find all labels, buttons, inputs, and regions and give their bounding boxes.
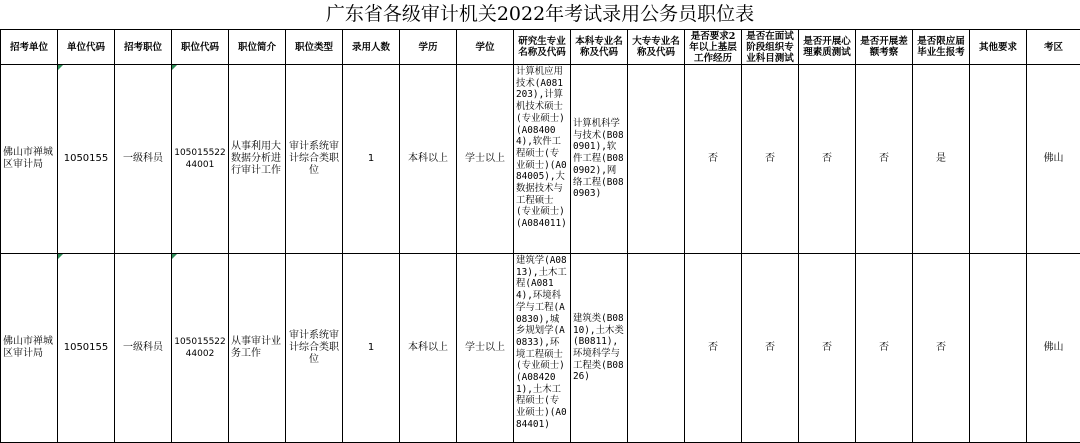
positions-table — [0, 29, 1080, 443]
header-cell: 其他要求 — [970, 30, 1027, 65]
position-cell[interactable]: 一级科员 — [115, 65, 172, 254]
table-title: 广东省各级审计机关2022年考试录用公务员职位表 — [0, 0, 1080, 30]
psych-test-cell[interactable]: 否 — [799, 65, 856, 254]
grassroots-cell[interactable]: 否 — [685, 254, 742, 443]
header-cell: 是否在面试阶段组织专业科目测试 — [742, 30, 799, 65]
unit-cell[interactable]: 佛山市禅城区审计局 — [1, 65, 58, 254]
region-cell[interactable]: 佛山 — [1027, 65, 1080, 254]
psych-test-cell[interactable]: 否 — [799, 254, 856, 443]
header-cell: 学位 — [457, 30, 514, 65]
header-cell: 招考单位 — [1, 30, 58, 65]
college-major-cell[interactable] — [628, 65, 685, 254]
grassroots-cell[interactable]: 否 — [685, 65, 742, 254]
position-cell[interactable]: 一级科员 — [115, 254, 172, 443]
grad-major-cell[interactable]: 建筑学(A0813),土木工程(A0814),环境科学与工程(A0830),城乡规划学(A0833),环境工程硕士(专业硕士)(A084201),土木工程硕士(专业硕士)(A084401) — [514, 254, 571, 443]
header-cell: 是否限应届毕业生报考 — [913, 30, 970, 65]
position-code-cell[interactable]: 10501552244001 — [172, 65, 229, 254]
header-cell: 职位类型 — [286, 30, 343, 65]
undergrad-major-cell[interactable]: 建筑类(B0810),土木类(B0811),环境科学与工程类(B0826) — [571, 254, 628, 443]
unit-code-cell[interactable]: 1050155 — [58, 65, 115, 254]
differential-cell[interactable]: 否 — [856, 254, 913, 443]
undergrad-major-cell[interactable]: 计算机科学与技术(B080901),软件工程(B080902),网络工程(B080903) — [571, 65, 628, 254]
education-cell[interactable]: 本科以上 — [400, 254, 457, 443]
header-cell: 本科专业名称及代码 — [571, 30, 628, 65]
fresh-grad-cell[interactable]: 是 — [913, 65, 970, 254]
college-major-cell[interactable] — [628, 254, 685, 443]
header-cell: 学历 — [400, 30, 457, 65]
fresh-grad-cell[interactable]: 否 — [913, 254, 970, 443]
unit-code-cell[interactable]: 1050155 — [58, 254, 115, 443]
education-cell[interactable]: 本科以上 — [400, 65, 457, 254]
grad-major-cell[interactable]: 计算机应用技术(A081203),计算机技术硕士(专业硕士)(A084004),软件工程硕士(专业硕士)(A084005),大数据技术与工程硕士(专业硕士)(A084011) — [514, 65, 571, 254]
professional-test-cell[interactable]: 否 — [742, 65, 799, 254]
table-row — [1, 254, 1080, 443]
description-cell[interactable]: 从事审计业务工作 — [229, 254, 286, 443]
header-cell: 研究生专业名称及代码 — [514, 30, 571, 65]
other-cell[interactable] — [970, 254, 1027, 443]
header-cell: 是否要求2年以上基层工作经历 — [685, 30, 742, 65]
header-cell: 招考职位 — [115, 30, 172, 65]
degree-cell[interactable]: 学士以上 — [457, 65, 514, 254]
region-cell[interactable]: 佛山 — [1027, 254, 1080, 443]
header-cell: 单位代码 — [58, 30, 115, 65]
header-cell: 职位简介 — [229, 30, 286, 65]
header-cell: 考区 — [1027, 30, 1080, 65]
count-cell[interactable]: 1 — [343, 254, 400, 443]
type-cell[interactable]: 审计系统审计综合类职位 — [286, 65, 343, 254]
table-row — [1, 65, 1080, 254]
differential-cell[interactable]: 否 — [856, 65, 913, 254]
header-cell: 职位代码 — [172, 30, 229, 65]
header-cell: 是否开展差额考察 — [856, 30, 913, 65]
position-code-cell[interactable]: 10501552244002 — [172, 254, 229, 443]
header-cell: 录用人数 — [343, 30, 400, 65]
header-cell: 是否开展心理素质测试 — [799, 30, 856, 65]
type-cell[interactable]: 审计系统审计综合类职位 — [286, 254, 343, 443]
header-row — [1, 30, 1080, 65]
description-cell[interactable]: 从事利用大数据分析进行审计工作 — [229, 65, 286, 254]
header-cell: 大专专业名称及代码 — [628, 30, 685, 65]
unit-cell[interactable]: 佛山市禅城区审计局 — [1, 254, 58, 443]
professional-test-cell[interactable]: 否 — [742, 254, 799, 443]
other-cell[interactable] — [970, 65, 1027, 254]
degree-cell[interactable]: 学士以上 — [457, 254, 514, 443]
count-cell[interactable]: 1 — [343, 65, 400, 254]
